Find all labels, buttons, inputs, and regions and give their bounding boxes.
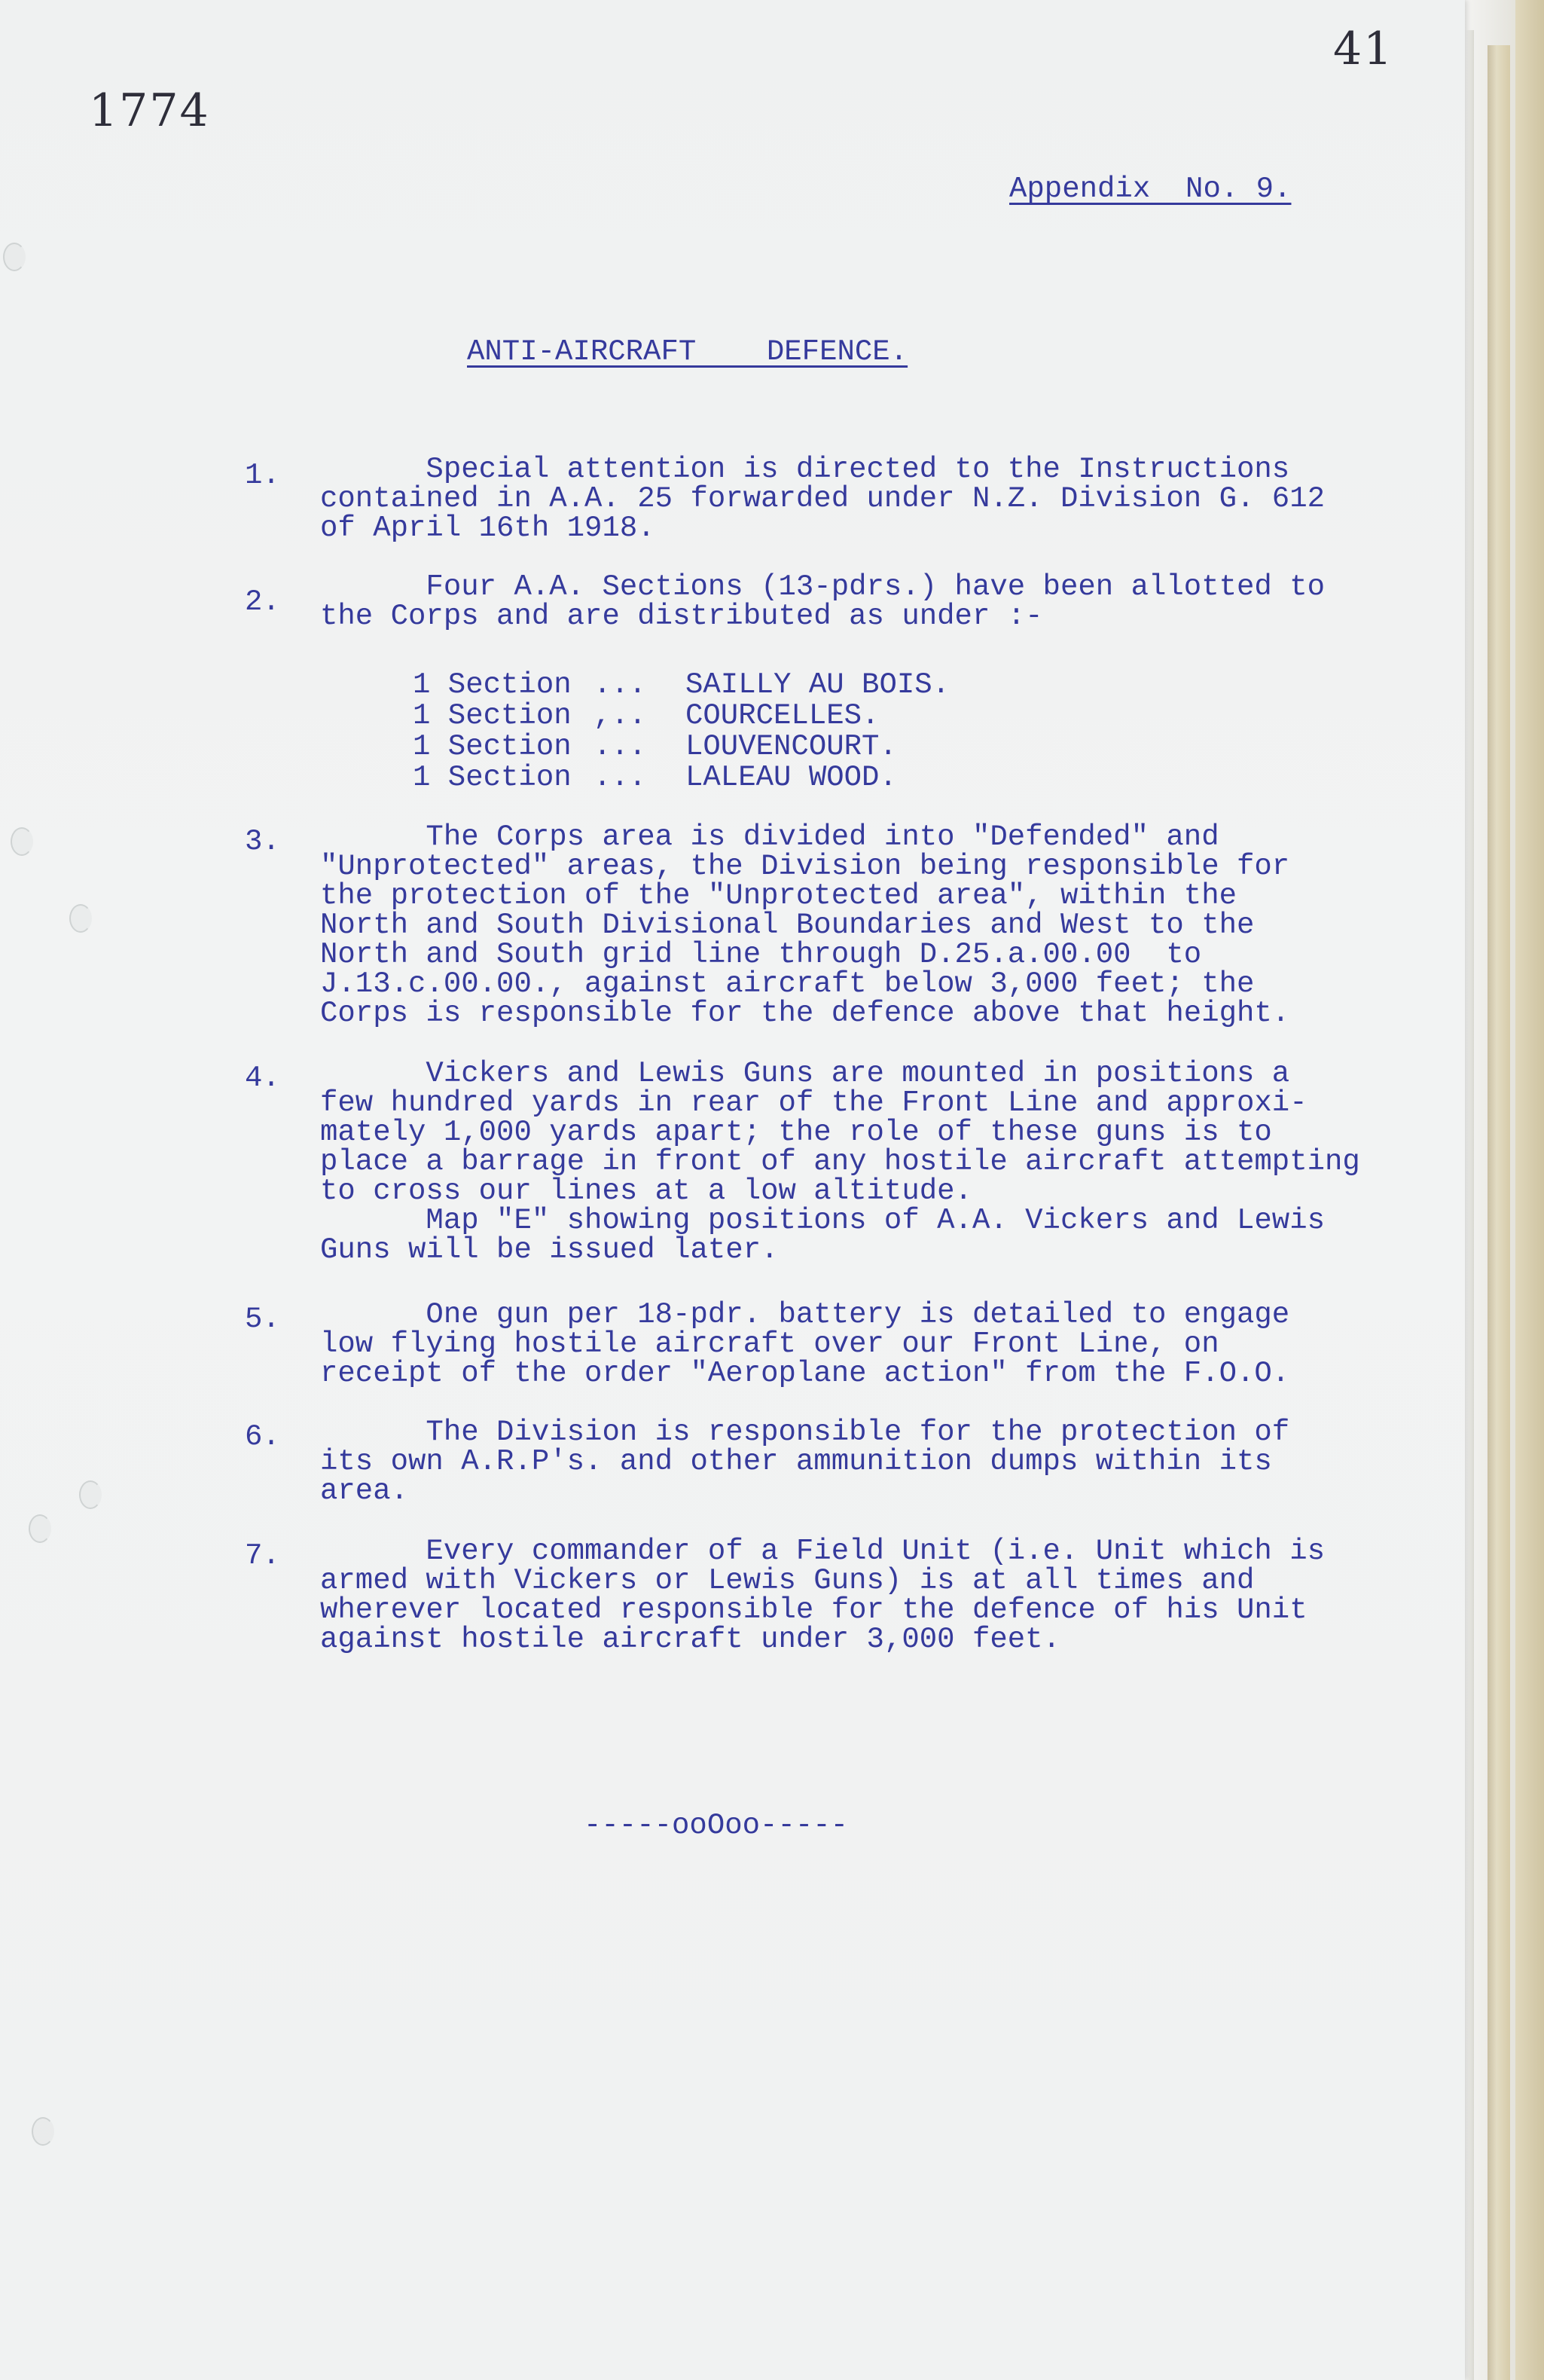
paragraph-number: 6. — [245, 1420, 280, 1453]
paragraph-number: 5. — [245, 1303, 280, 1336]
paragraph-line: Map "E" showing positions of A.A. Vickers and Lewis — [320, 1204, 1326, 1237]
back-page-edge — [1515, 0, 1544, 2380]
paragraph-line: receipt of the order "Aeroplane action" from the F.O.O. — [320, 1357, 1290, 1390]
section-row — [413, 763, 950, 793]
paragraph-line: wherever located responsible for the defence of his Unit — [320, 1593, 1308, 1627]
folio-number: 1774 — [89, 84, 210, 137]
section-row — [413, 668, 951, 701]
paragraph-line: of April 16th 1918. — [320, 512, 655, 545]
appendix-heading: Appendix No. 9. — [1009, 173, 1292, 206]
paragraph-line: low flying hostile aircraft over our Front Line, on — [320, 1327, 1219, 1361]
paragraph-line: J.13.c.00.00., against aircraft below 3,000 feet; the — [320, 967, 1255, 1001]
paragraph-line: North and South Divisional Boundaries and West to the — [320, 909, 1255, 942]
section-dots: ,.. — [593, 699, 647, 732]
punch-hole — [79, 1480, 102, 1509]
punch-hole — [11, 827, 33, 856]
section-label: 1 Section — [413, 730, 572, 763]
paragraph-line: Corps is responsible for the defence above that height. — [320, 997, 1290, 1030]
paragraph-line: the protection of the "Unprotected area", within the — [320, 879, 1237, 912]
punch-hole — [32, 2117, 54, 2146]
punch-hole — [3, 243, 26, 271]
section-location: LOUVENCOURT. — [685, 730, 897, 763]
section-label: 1 Section — [413, 761, 572, 794]
paragraph-line: its own A.R.P's. and other ammunition dumps within its — [320, 1445, 1272, 1478]
punch-hole — [69, 904, 92, 933]
section-location: SAILLY AU BOIS. — [685, 668, 951, 701]
paragraph-line: One gun per 18-pdr. battery is detailed to engage — [320, 1298, 1290, 1331]
closing-divider: -----ooOoo----- — [584, 1809, 849, 1842]
paragraph-line: contained in A.A. 25 forwarded under N.Z. Division G. 612 — [320, 482, 1326, 515]
section-location: COURCELLES. — [685, 699, 880, 732]
paragraph-line: North and South grid line through D.25.a.00.00 to — [320, 938, 1202, 971]
paragraph-line: Vickers and Lewis Guns are mounted in positions a — [320, 1057, 1290, 1090]
paragraph-line: the Corps and are distributed as under :- — [320, 600, 1043, 633]
paragraph-line: The Division is responsible for the protection of — [320, 1416, 1290, 1449]
document-title: ANTI-AIRCRAFT DEFENCE. — [467, 335, 908, 368]
paragraph-line: Guns will be issued later. — [320, 1233, 779, 1266]
paragraph-line: against hostile aircraft under 3,000 feet. — [320, 1623, 1060, 1656]
section-label: 1 Section — [413, 699, 572, 732]
paragraph-line: area. — [320, 1474, 409, 1508]
paragraph-line: armed with Vickers or Lewis Guns) is at all times and — [320, 1564, 1255, 1597]
section-label: 1 Section — [413, 668, 572, 701]
paragraph-line: to cross our lines at a low altitude. — [320, 1175, 972, 1208]
paragraph-2 — [320, 570, 1326, 633]
paragraph-line: "Unprotected" areas, the Division being responsible for — [320, 850, 1290, 883]
section-table — [413, 668, 951, 794]
paragraph-7 — [320, 1537, 1325, 1654]
page-number: 41 — [1333, 23, 1394, 75]
paragraph-number: 4. — [245, 1062, 280, 1095]
paragraph-number: 2. — [245, 585, 280, 619]
section-dots: ... — [593, 730, 647, 763]
section-row — [413, 732, 950, 762]
paragraph-line: place a barrage in front of any hostile aircraft attempting — [320, 1145, 1360, 1178]
paragraph-line: mately 1,000 yards apart; the role of these guns is to — [320, 1116, 1272, 1149]
section-dots: ... — [593, 761, 647, 794]
paragraph-number: 7. — [245, 1539, 280, 1572]
section-location: LALEAU WOOD. — [685, 761, 897, 794]
paragraph-3 — [320, 820, 1290, 1030]
paragraph-6 — [320, 1418, 1289, 1506]
paragraph-line: few hundred yards in rear of the Front Line and approxi- — [320, 1086, 1308, 1120]
back-page-edge — [1488, 45, 1510, 2380]
section-row — [413, 701, 950, 731]
paragraph-4 — [320, 1059, 1360, 1265]
paragraph-number: 3. — [245, 825, 280, 858]
section-dots: ... — [593, 668, 647, 701]
paragraph-line: Every commander of a Field Unit (i.e. Unit which is — [320, 1535, 1326, 1568]
paragraph-1 — [320, 455, 1325, 543]
paragraph-line: Four A.A. Sections (13-pdrs.) have been allotted to — [320, 570, 1326, 603]
punch-hole — [29, 1514, 51, 1543]
paragraph-line: Special attention is directed to the Instructions — [320, 453, 1290, 486]
paragraph-line: The Corps area is divided into "Defended" and — [320, 820, 1219, 854]
paragraph-number: 1. — [245, 459, 280, 492]
paragraph-5 — [320, 1300, 1289, 1389]
